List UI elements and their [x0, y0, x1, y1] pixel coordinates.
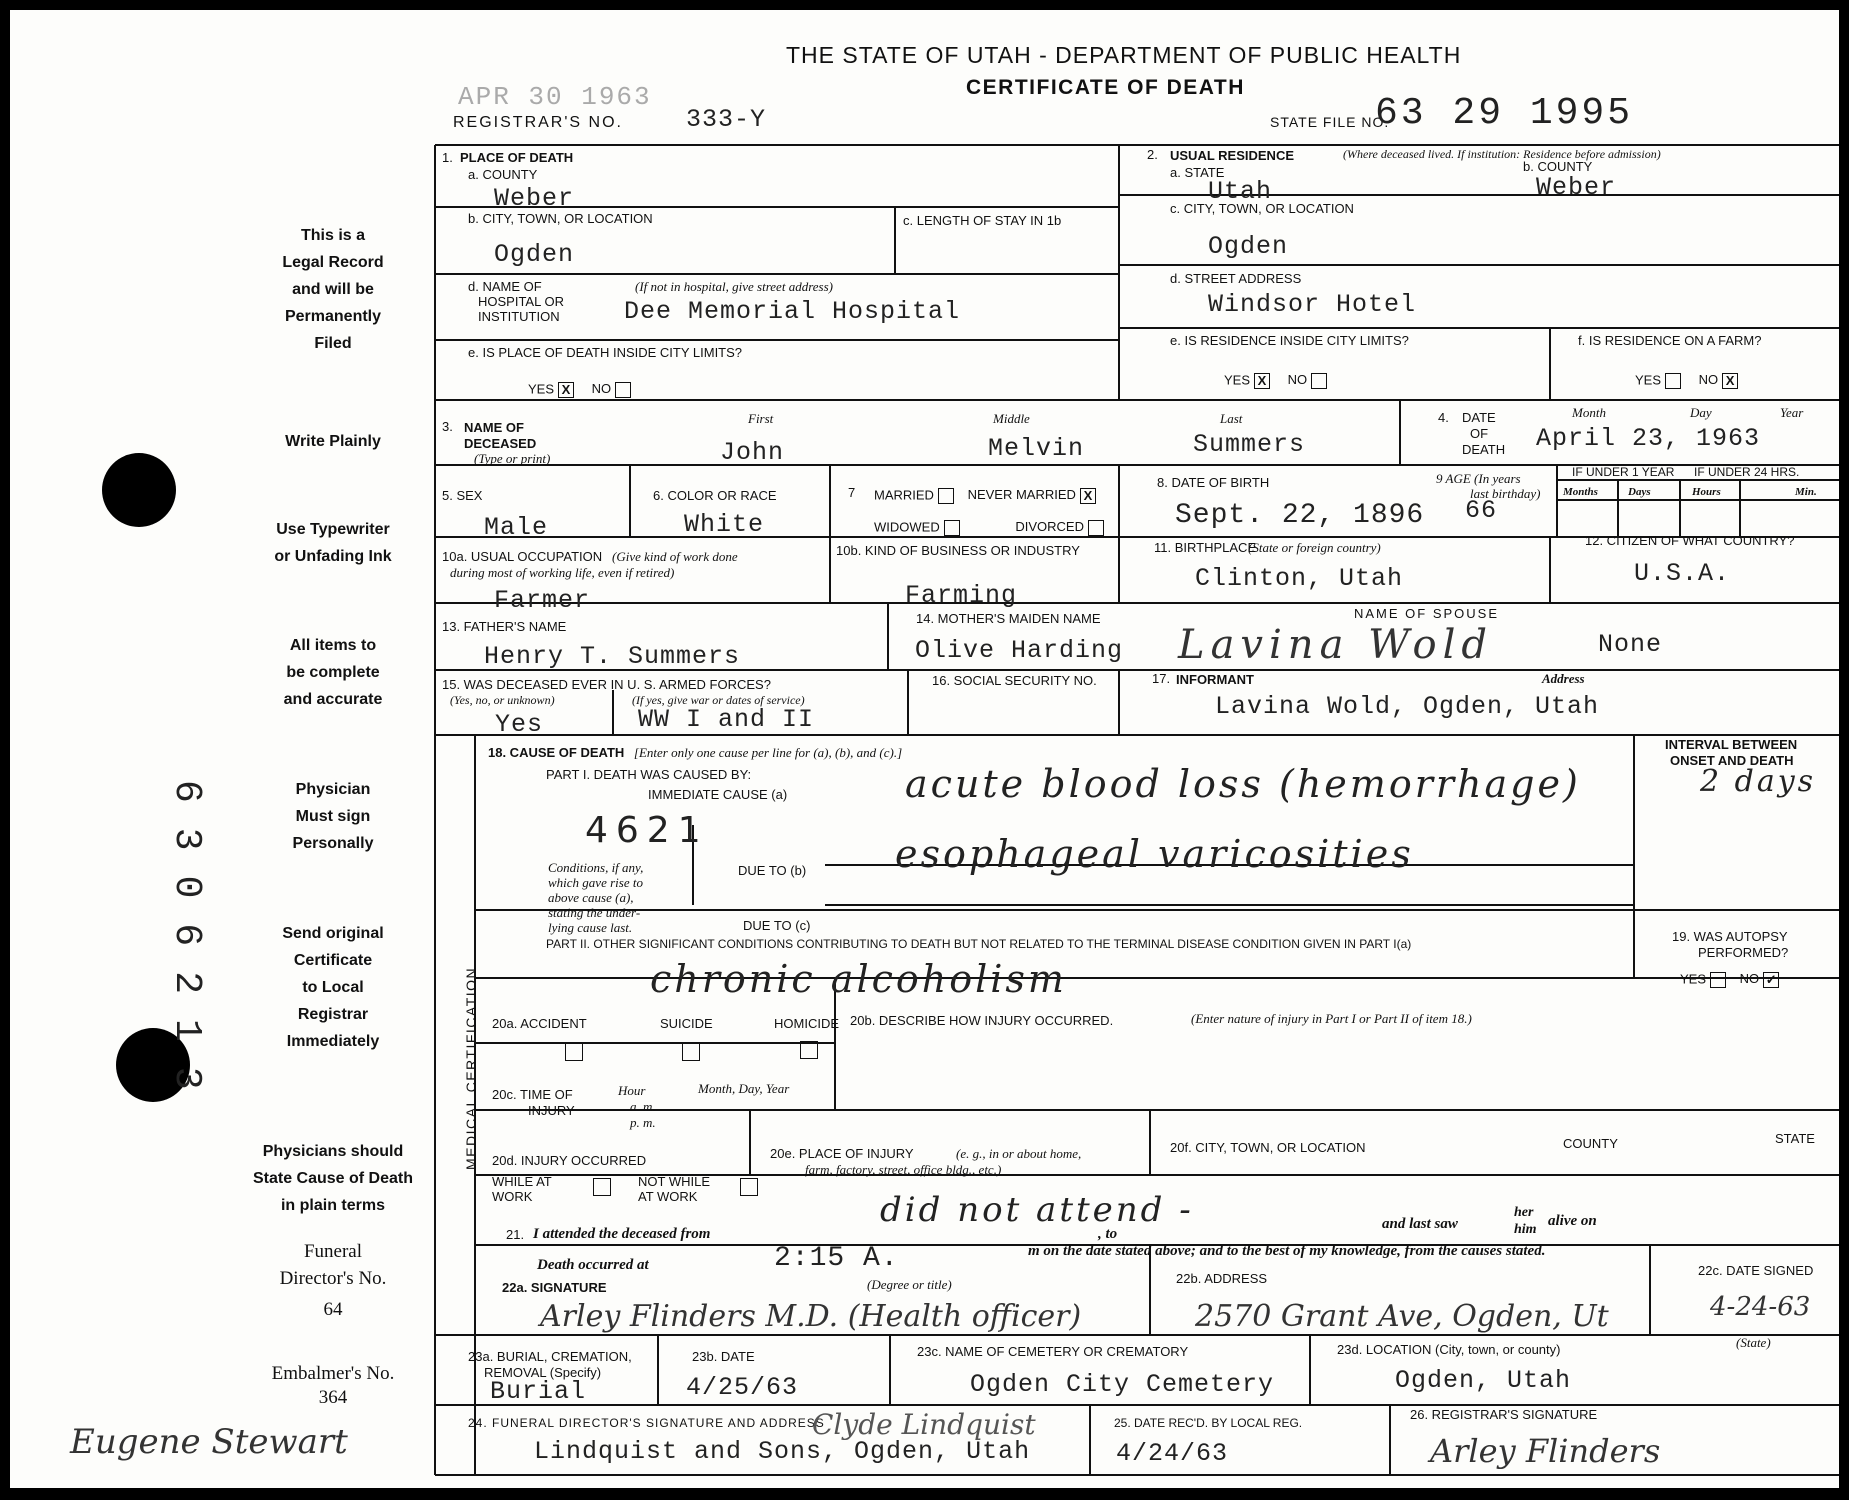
hour-label: Hour: [618, 1083, 646, 1098]
occupation: Farmer: [494, 586, 591, 615]
cause-label: 18. CAUSE OF DEATH [Enter only one cause per line for (a), (b), and (c).]: [488, 745, 903, 760]
interval-label-1: INTERVAL BETWEEN: [1665, 737, 1798, 752]
burial-date-label: 23b. DATE: [692, 1349, 755, 1364]
war-service: WW I and II: [638, 705, 815, 734]
ssn-label: 16. SOCIAL SECURITY NO.: [932, 673, 1097, 688]
month-day-year-label: Month, Day, Year: [698, 1081, 790, 1096]
physician-state-label: (State): [1736, 1335, 1771, 1350]
year-label: Year: [1780, 405, 1804, 420]
physician-note: Physician Must sign Personally: [292, 781, 374, 852]
deceased-label-2: DECEASED: [464, 436, 537, 451]
state-file-no: 63 29 1995: [1375, 92, 1634, 135]
residence-city: Ogden: [1208, 232, 1289, 261]
date-of-death-label-1: DATE: [1462, 410, 1496, 425]
alive-on-label: alive on: [1548, 1213, 1597, 1229]
cause-code: 4621: [585, 810, 709, 851]
autopsy-yes-checkbox[interactable]: [1710, 972, 1726, 988]
injury-county-label: COUNTY: [1563, 1136, 1618, 1151]
embalmer-label: Embalmer's No.: [271, 1363, 395, 1384]
place-of-injury-note-1: (e. g., in or about home,: [956, 1146, 1082, 1161]
death-inside-city-label: e. IS PLACE OF DEATH INSIDE CITY LIMITS?: [468, 345, 743, 360]
hospital-label-1: d. NAME OF: [468, 279, 542, 294]
him-label: him: [1514, 1222, 1537, 1237]
residence-farm-label: f. IS RESIDENCE ON A FARM?: [1578, 333, 1762, 348]
date-signed-label: 22c. DATE SIGNED: [1698, 1263, 1814, 1278]
death-county: Weber: [494, 184, 575, 213]
accident-checkbox[interactable]: [565, 1043, 583, 1061]
deceased-label-3: (Type or print): [474, 451, 551, 466]
informant-address-label: Address: [1542, 671, 1585, 686]
date-of-death-label-3: DEATH: [1462, 442, 1506, 457]
residence-farm-options: YES NO X: [1635, 373, 1738, 389]
age-label-2: last birthday): [1470, 486, 1541, 501]
time-of-injury-label-2: INJURY: [528, 1103, 575, 1118]
death-county-label: a. COUNTY: [468, 167, 538, 182]
physician-address-label: 22b. ADDRESS: [1176, 1271, 1268, 1286]
armed-forces: Yes: [495, 710, 544, 739]
residence-street: Windsor Hotel: [1208, 290, 1417, 319]
attend-to-label: , to: [1098, 1226, 1118, 1242]
day-label: Day: [1690, 405, 1712, 420]
complete-note: All items to be complete and accurate: [283, 637, 383, 708]
funeral-director-row-label: 24. FUNERAL DIRECTOR'S SIGNATURE AND ADDRESS: [468, 1416, 825, 1430]
attend-from: did not attend -: [880, 1190, 1194, 1230]
write-plainly-note: Write Plainly: [285, 433, 381, 450]
not-while-at-work-label: NOT WHILE AT WORK: [638, 1174, 710, 1204]
days-label: Days: [1628, 486, 1651, 498]
farm-yes-checkbox[interactable]: [1665, 373, 1681, 389]
dob-label: 8. DATE OF BIRTH: [1157, 475, 1270, 490]
residence-county: Weber: [1536, 173, 1617, 202]
attend-num: 21.: [506, 1227, 525, 1242]
time-of-injury-label-1: 20c. TIME OF: [492, 1087, 573, 1102]
death-inside-city-options: YES X NO: [528, 382, 631, 398]
death-city: Ogden: [494, 240, 575, 269]
deceased-num: 3.: [442, 419, 453, 434]
place-of-death-label: PLACE OF DEATH: [460, 150, 574, 165]
burial-location: Ogden, Utah: [1395, 1366, 1572, 1395]
registrar-no-label: REGISTRAR'S NO.: [453, 114, 623, 131]
residence-label: USUAL RESIDENCE: [1170, 148, 1295, 163]
death-inside-no-checkbox[interactable]: [615, 382, 631, 398]
am-label: a. m.: [630, 1099, 656, 1114]
hospital-note: (If not in hospital, give street address): [635, 279, 833, 294]
informant-num: 17.: [1152, 671, 1171, 686]
residence-city-label: c. CITY, TOWN, OR LOCATION: [1170, 201, 1354, 216]
registrar-no: 333-Y: [686, 105, 767, 134]
page-subtitle: CERTIFICATE OF DEATH: [966, 76, 1245, 99]
burial-location-label: 23d. LOCATION (City, town, or county): [1337, 1342, 1561, 1357]
death-inside-yes-checkbox[interactable]: X: [558, 382, 574, 398]
widowed-checkbox[interactable]: [944, 520, 960, 536]
min-label: Min.: [1795, 486, 1817, 498]
autopsy-no-checkbox[interactable]: ✓: [1763, 972, 1779, 988]
homicide-checkbox[interactable]: [800, 1041, 818, 1059]
spouse-label: NAME OF SPOUSE: [1354, 606, 1500, 621]
length-of-stay-label: c. LENGTH OF STAY IN 1b: [903, 213, 1062, 228]
residence-num: 2.: [1147, 147, 1158, 162]
place-of-death-num: 1.: [442, 150, 453, 165]
residence-county-label: b. COUNTY: [1523, 159, 1593, 174]
while-at-work-label: WHILE AT WORK: [492, 1174, 552, 1204]
middle-name-label: Middle: [993, 411, 1030, 426]
residence-inside-label: e. IS RESIDENCE INSIDE CITY LIMITS?: [1170, 333, 1409, 348]
death-occurred-label: Death occurred at: [537, 1257, 649, 1273]
immediate-cause: acute blood loss (hemorrhage): [905, 762, 1581, 806]
marital-row-1: MARRIED NEVER MARRIED X: [874, 488, 1096, 504]
part1-label: PART I. DEATH WAS CAUSED BY:: [546, 767, 752, 782]
father-name: Henry T. Summers: [484, 642, 741, 671]
business-label: 10b. KIND OF BUSINESS OR INDUSTRY: [836, 543, 1080, 558]
page-title: THE STATE OF UTAH - DEPARTMENT OF PUBLIC HEALTH: [786, 42, 1462, 68]
residence-street-label: d. STREET ADDRESS: [1170, 271, 1302, 286]
armed-forces-note-1: (Yes, no, or unknown): [450, 693, 555, 707]
informant-signature: Lavina Wold: [1178, 622, 1494, 668]
due-to-c-label: DUE TO (c): [743, 918, 811, 933]
injury-occurred-label: 20d. INJURY OCCURRED: [492, 1153, 647, 1168]
cemetery: Ogden City Cemetery: [970, 1370, 1275, 1399]
mother-name: Olive Harding: [915, 636, 1124, 665]
physician-address: 2570 Grant Ave, Ogden, Ut: [1195, 1299, 1609, 1334]
burial-label-2: REMOVAL (Specify): [484, 1365, 602, 1380]
mother-label: 14. MOTHER'S MAIDEN NAME: [916, 611, 1101, 626]
injury-describe-note: (Enter nature of injury in Part I or Part II of item 18.): [1191, 1011, 1472, 1026]
not-while-at-work-checkbox[interactable]: [740, 1178, 758, 1196]
part2-label: PART II. OTHER SIGNIFICANT CONDITIONS CONTRIBUTING TO DEATH BUT NOT RELATED TO THE TERMINAL DISEASE CONDITION GIVEN IN PART I(a): [546, 937, 1412, 951]
signature-label: 22a. SIGNATURE: [502, 1280, 607, 1295]
typewriter-note: Use Typewriter or Unfading Ink: [274, 521, 392, 565]
interval: 2 days: [1700, 764, 1817, 799]
suicide-label: SUICIDE: [660, 1016, 713, 1031]
date-of-death-num: 4.: [1438, 410, 1449, 425]
attend-from-label: I attended the deceased from: [533, 1226, 711, 1242]
last-name-label: Last: [1220, 411, 1243, 426]
date-of-birth: Sept. 22, 1896: [1175, 500, 1425, 531]
race-label: 6. COLOR OR RACE: [653, 488, 777, 503]
married-checkbox[interactable]: [938, 488, 954, 504]
funeral-director-signature: Clyde Lindquist: [812, 1408, 1036, 1441]
conditions-note: Conditions, if any, which gave rise to above cause (a), stating the under- lying cause last.: [548, 860, 644, 935]
hours-label: Hours: [1692, 486, 1721, 498]
cause-terms-note: Physicians should State Cause of Death in plain terms: [252, 1143, 414, 1214]
hospital-label-2: HOSPITAL OR: [478, 294, 564, 309]
embalmer-signature: Eugene Stewart: [70, 1422, 348, 1462]
vertical-control-number: 6306213: [165, 780, 208, 1115]
hospital-label-3: INSTITUTION: [478, 309, 560, 324]
last-saw-label: and last saw: [1382, 1216, 1458, 1232]
certificate-page: [10, 10, 1839, 1488]
business: Farming: [905, 581, 1018, 610]
last-name: Summers: [1193, 430, 1306, 459]
citizen: U.S.A.: [1634, 559, 1731, 588]
interval-label-2: ONSET AND DEATH: [1670, 753, 1794, 768]
armed-forces-note-2: (If yes, give war or dates of service): [632, 693, 805, 707]
burial-date: 4/25/63: [686, 1373, 799, 1402]
occupation-label: 10a. USUAL OCCUPATION: [442, 549, 603, 564]
funeral-director-label: Funeral Director's No.: [279, 1241, 387, 1289]
legal-record-note: This is a Legal Record and will be Permanently Filed: [282, 227, 384, 352]
residence-state-label: a. STATE: [1170, 165, 1225, 180]
burial-label-1: 23a. BURIAL, CREMATION,: [468, 1349, 632, 1364]
accident-label: 20a. ACCIDENT: [492, 1016, 587, 1031]
place-of-injury-label: 20e. PLACE OF INJURY: [770, 1146, 914, 1161]
marital-num: 7: [848, 485, 856, 500]
first-name-label: First: [748, 411, 774, 426]
birthplace-note: (State or foreign country): [1248, 540, 1381, 555]
injury-state-label: STATE: [1775, 1131, 1815, 1146]
embalmer-no: 364: [318, 1387, 348, 1408]
birthplace-label: 11. BIRTHPLACE: [1154, 540, 1257, 555]
armed-forces-label: 15. WAS DECEASED EVER IN U. S. ARMED FORCES?: [442, 677, 771, 692]
farm-no-checkbox[interactable]: X: [1722, 373, 1738, 389]
race: White: [684, 510, 765, 539]
place-of-injury-note-2: farm, factory, street, office bldg., etc.): [805, 1162, 1002, 1177]
registrar-signature-label: 26. REGISTRAR'S SIGNATURE: [1410, 1407, 1598, 1422]
month-label: Month: [1572, 405, 1606, 420]
date-received-label: 25. DATE REC'D. BY LOCAL REG.: [1114, 1416, 1303, 1430]
autopsy-label-2: PERFORMED?: [1698, 945, 1789, 960]
informant: Lavina Wold, Ogden, Utah: [1215, 692, 1600, 721]
funeral-director-no: 64: [323, 1299, 343, 1320]
injury-city-label: 20f. CITY, TOWN, OR LOCATION: [1170, 1140, 1366, 1155]
occupation-note-2: during most of working life, even if retired): [450, 565, 675, 580]
divorced-checkbox[interactable]: [1088, 520, 1104, 536]
under-1-year-label: IF UNDER 1 YEAR: [1572, 465, 1675, 479]
funeral-director: Lindquist and Sons, Ogden, Utah: [534, 1437, 1031, 1466]
residence-inside-no-checkbox[interactable]: [1311, 373, 1327, 389]
residence-note: (Where deceased lived. If institution: Residence before admission): [1343, 147, 1661, 161]
informant-label: INFORMANT: [1176, 672, 1254, 687]
immediate-cause-label: IMMEDIATE CAUSE (a): [648, 787, 788, 802]
date-of-death-label-2: OF: [1470, 426, 1489, 441]
cemetery-label: 23c. NAME OF CEMETERY OR CREMATORY: [917, 1344, 1189, 1359]
citizen-label: 12. CITIZEN OF WHAT COUNTRY?: [1585, 533, 1795, 548]
part2-conditions: chronic alcoholism: [650, 957, 1067, 1001]
date-signed: 4-24-63: [1710, 1292, 1811, 1322]
autopsy-options: YES NO ✓: [1680, 972, 1779, 988]
date-received: 4/24/63: [1116, 1439, 1229, 1468]
registrar-signature: Arley Flinders: [1430, 1432, 1661, 1470]
age-label-1: 9 AGE (In years: [1436, 471, 1521, 486]
physician-signature: Arley Flinders M.D. (Health officer): [540, 1299, 1082, 1334]
injury-describe-label: 20b. DESCRIBE HOW INJURY OCCURRED.: [850, 1013, 1114, 1028]
her-label: her: [1514, 1205, 1534, 1220]
months-label: Months: [1563, 486, 1598, 498]
sex-label: 5. SEX: [442, 488, 483, 503]
deceased-label-1: NAME OF: [464, 420, 524, 435]
burial: Burial: [490, 1377, 587, 1406]
pm-label: p. m.: [630, 1115, 656, 1130]
residence-inside-options: YES X NO: [1224, 373, 1327, 389]
due-to-b-label: DUE TO (b): [738, 863, 807, 878]
residence-inside-yes-checkbox[interactable]: X: [1254, 373, 1270, 389]
medical-certification-label: MEDICAL CERTIFICATION: [463, 966, 479, 1170]
due-to-b: esophageal varicosities: [895, 832, 1414, 876]
while-at-work-checkbox[interactable]: [593, 1178, 611, 1196]
residence-state: Utah: [1208, 177, 1273, 206]
age: 66: [1465, 496, 1498, 525]
state-file-label: STATE FILE NO.: [1270, 114, 1390, 130]
time-of-death: 2:15 A.: [774, 1243, 899, 1274]
date-of-death: April 23, 1963: [1536, 424, 1761, 453]
first-name: John: [720, 438, 785, 467]
marital-row-2: WIDOWED DIVORCED: [874, 520, 1104, 536]
never-married-checkbox[interactable]: X: [1080, 488, 1096, 504]
suicide-checkbox[interactable]: [682, 1043, 700, 1061]
birthplace: Clinton, Utah: [1195, 564, 1404, 593]
middle-name: Melvin: [988, 434, 1085, 463]
received-stamp: APR 30 1963: [458, 82, 652, 112]
hospital-name: Dee Memorial Hospital: [624, 297, 961, 326]
spouse: None: [1598, 630, 1663, 659]
father-label: 13. FATHER'S NAME: [442, 619, 567, 634]
autopsy-label-1: 19. WAS AUTOPSY: [1672, 929, 1788, 944]
occupation-note-1: (Give kind of work done: [612, 549, 738, 564]
degree-label: (Degree or title): [867, 1277, 952, 1292]
homicide-label: HOMICIDE: [774, 1016, 839, 1031]
death-city-label: b. CITY, TOWN, OR LOCATION: [468, 211, 653, 226]
send-original-note: Send original Certificate to Local Registrar Immediately: [282, 925, 384, 1050]
sex: Male: [484, 513, 549, 542]
under-24-hrs-label: IF UNDER 24 HRS.: [1694, 465, 1800, 479]
death-occurred-rest: m on the date stated above; and to the best of my knowledge, from the causes stated.: [1028, 1243, 1546, 1259]
